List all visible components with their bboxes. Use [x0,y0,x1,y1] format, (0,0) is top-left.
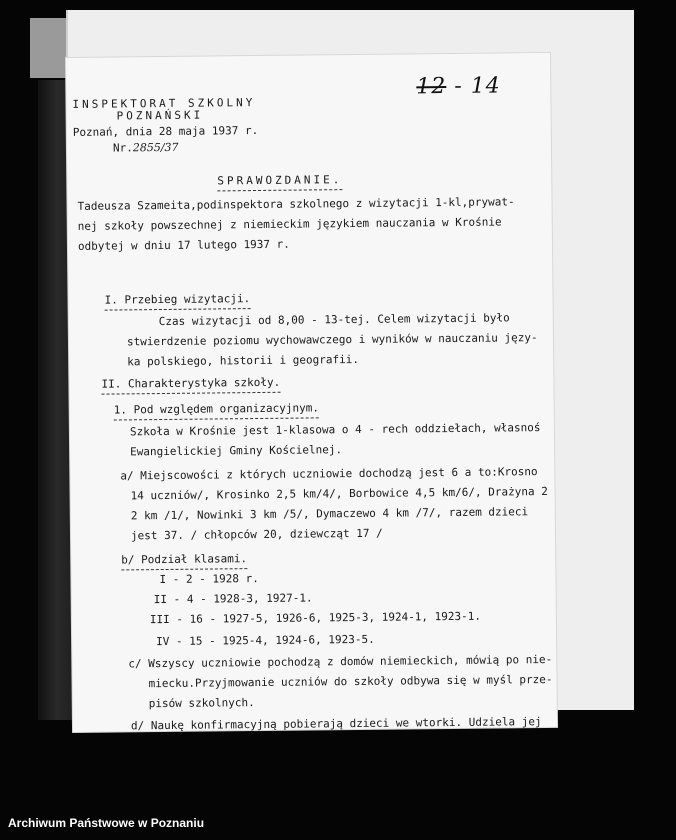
folio-old: 12 [416,74,447,100]
item-c-line: pisów szkolnych. [148,696,255,711]
office-line-1: INSPEKTORAT SZKOLNY [72,96,256,111]
ref-number-value: 2855/37 [132,140,179,155]
place-date: Poznań, dnia 28 maja 1937 r. [72,123,259,139]
document-page [66,53,557,732]
class-row: III - 16 - 1927-5, 1926-6, 1925-3, 1924-1, 1923-1. [149,609,482,627]
class-row: II - 4 - 1928-3, 1927-1. [153,591,313,607]
section-1-heading: I. Przebieg wizytacji. [104,290,250,311]
office-line-2: POZNAŃSKI [116,108,204,123]
item-c-line: c/ Wszyscy uczniowie pochodzą z domów niemieckich, mówią po nie- [128,652,553,671]
item-a-line: 2 km /1/, Nowinki 3 km /5/, Dymaczewo 4 km /7/, razem dzieci [130,505,529,523]
section-1-line: ka polskiego, historii i geografii. [127,352,360,369]
item-d-line: d/ Naukę konfirmacyjną pobierają dzieci we wtorki. Udziela jej [130,715,542,733]
rear-sheet-corner [30,18,70,78]
folio-number [416,73,501,100]
subsection-1-line: Ewangielickiej Gminy Kościelnej. [130,443,343,459]
section-1-line: stwierdzenie poziomu wychowawczego i wyników w nauczaniu języ- [126,331,538,349]
item-a-line: 14 uczniów/, Krosinko 2,5 km/4/, Borbowice 4,5 km/6/, Drażyna 2 [130,484,548,503]
folio-new: - 14 [454,73,501,99]
section-2-heading: II. Charakterystyka szkoły. [101,374,280,395]
archive-footer-label: Archiwum Państwowe w Poznaniu [8,816,205,830]
class-row: I - 2 - 1928 r. [159,572,259,587]
section-1-line: Czas wizytacji od 8,00 - 13-tej. Celem wizytacji było [158,311,510,329]
item-c-line: miecku.Przyjmowanie uczniów do szkoły odbywa się w myśl prze- [148,672,553,691]
intro-line: nej szkoły powszechnej z niemieckim językiem nauczania w Krośnie [77,215,502,233]
item-b-heading: b/ Podział klasami. [121,550,247,570]
subsection-1-line: Szkoła w Krośnie jest 1-klasowa o 4 - rech oddziełach, własnoś [129,421,541,439]
ref-number-label: Nr. [112,141,133,155]
document-title: SPRAWOZDANIE. [217,171,342,191]
class-row: IV - 15 - 1925-4, 1924-6, 1923-5. [156,632,375,649]
intro-line: Tadeusza Szameita,podinspektora szkolnego z wizytacji 1-kl,prywat- [77,195,515,213]
item-a-line: a/ Miejscowości z których uczniowie dochodzą jest 6 a to:Krosno [120,465,538,483]
ref-number [113,139,179,158]
subsection-1-heading: 1. Pod względem organizacyjnym. [114,399,320,420]
intro-line: odbytej w dniu 17 lutego 1937 r. [77,237,290,253]
item-a-line: jest 37. / chłopców 20, dziewcząt 17 / [130,526,383,543]
